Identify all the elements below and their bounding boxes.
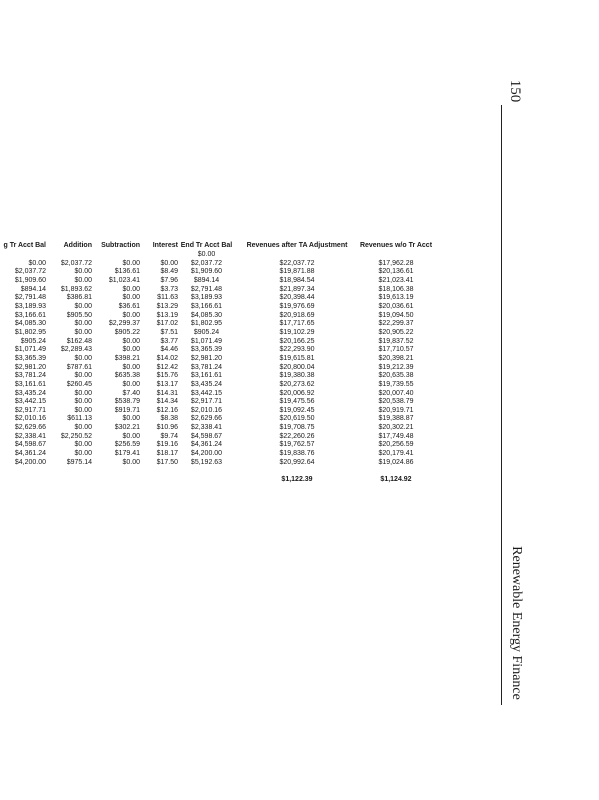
table-cell: $0.00	[74, 389, 92, 397]
table-row	[0, 459, 433, 468]
table-cell: $2,981.20	[14, 363, 46, 371]
table-cell: $20,619.50	[279, 415, 315, 423]
table-row	[0, 355, 433, 364]
table-row	[0, 294, 433, 303]
table-cell: $0.00	[122, 380, 140, 388]
table-header-row	[0, 239, 433, 251]
table-cell: $3,166.61	[14, 311, 46, 319]
table-cell: $17,749.48	[378, 432, 414, 440]
table-cell: $256.59	[114, 441, 140, 449]
table-cell: $787.61	[66, 363, 92, 371]
table-row	[0, 381, 433, 390]
table-cell: $2,289.43	[60, 346, 92, 354]
table-cell: $0.00	[122, 346, 140, 354]
table-cell: $19,615.81	[279, 354, 315, 362]
table-cell: $20,398.21	[378, 354, 414, 362]
table-cell: $905.50	[66, 311, 92, 319]
table-cell: $1,071.49	[14, 346, 46, 354]
table-cell: $894.14	[193, 276, 220, 284]
table-cell: $3,435.24	[190, 380, 223, 388]
table-cell: $14.02	[156, 354, 178, 362]
table-cell: $20,006.92	[279, 389, 315, 397]
table-cell: $2,629.66	[190, 415, 223, 423]
table-row	[0, 424, 433, 433]
table-cell: $22,299.37	[378, 320, 414, 328]
table-cell: $20,256.59	[378, 441, 414, 449]
table-cell: $0.00	[74, 276, 92, 284]
table-cell: $2,338.41	[14, 432, 46, 440]
table-cell: $7.96	[160, 276, 178, 284]
header-end-balance: End Tr Acct Bal	[180, 242, 233, 250]
table-cell: $0.00	[74, 268, 92, 276]
table-cell: $13.29	[156, 302, 178, 310]
table-cell: $4,361.24	[190, 441, 223, 449]
table-cell: $0.00	[74, 372, 92, 380]
table-row	[0, 415, 433, 424]
table-cell: $3.77	[160, 337, 178, 345]
table-cell: $10.96	[156, 424, 178, 432]
table-cell: $1,909.60	[190, 268, 223, 276]
table-cell: $136.61	[114, 268, 140, 276]
table-cell: $0.00	[122, 337, 140, 345]
header-revenues-without: Revenues w/o Tr Acct	[359, 242, 433, 250]
table-cell: $19,976.69	[279, 302, 315, 310]
table-cell: $0.00	[122, 432, 140, 440]
table-cell: $14.34	[156, 398, 178, 406]
table-cell: $19,837.52	[378, 337, 414, 345]
table-cell: $0.00	[74, 424, 92, 432]
table-cell: $3.73	[160, 285, 178, 293]
table-cell: $19.16	[156, 441, 178, 449]
table-cell: $19,739.55	[378, 380, 414, 388]
table-cell: $1,023.41	[108, 276, 140, 284]
table-cell: $21,023.41	[378, 276, 414, 284]
table-cell: $5,192.63	[190, 458, 223, 466]
table-row	[0, 364, 433, 373]
table-cell: $2,037.72	[190, 259, 223, 267]
table-row	[0, 320, 433, 329]
table-cell: $19,871.88	[279, 268, 315, 276]
table-cell: $15.76	[156, 372, 178, 380]
table-cell: $20,800.04	[279, 363, 315, 371]
table-cell: $19,613.19	[378, 294, 414, 302]
table-row	[0, 286, 433, 295]
header-subtraction: Subtraction	[101, 242, 140, 250]
table-cell: $17,710.57	[378, 346, 414, 354]
table-cell: $13.17	[156, 380, 178, 388]
table-cell: $0.00	[122, 259, 140, 267]
table-cell: $3,365.39	[14, 354, 46, 362]
table-cell: $4.46	[160, 346, 178, 354]
table-cell: $2,010.16	[190, 406, 223, 414]
table-cell: $1,071.49	[190, 337, 223, 345]
table-row	[0, 450, 433, 459]
trust-account-table	[0, 239, 433, 485]
header-begin-balance: g Tr Acct Bal	[3, 242, 46, 250]
table-row	[0, 312, 433, 321]
table-cell: $17,962.28	[378, 259, 414, 267]
table-cell: $18.17	[156, 450, 178, 458]
table-row	[0, 329, 433, 338]
table-row	[0, 303, 433, 312]
table-cell: $12.42	[156, 363, 178, 371]
table-cell: $7.51	[160, 328, 178, 336]
table-cell: $4,085.30	[14, 320, 46, 328]
table-cell: $19,762.57	[279, 441, 315, 449]
table-cell: $0.00	[74, 320, 92, 328]
table-cell: $20,179.41	[378, 450, 414, 458]
totals-row	[0, 467, 433, 485]
table-cell: $3,166.61	[190, 302, 223, 310]
table-cell: $3,365.39	[190, 346, 223, 354]
table-cell: $20,136.61	[378, 268, 414, 276]
table-cell: $1,802.95	[190, 320, 223, 328]
table-cell: $611.13	[67, 415, 92, 423]
table-cell: $4,200.00	[14, 458, 46, 466]
table-cell: $3,435.24	[14, 389, 46, 397]
table-cell: $0.00	[160, 259, 178, 267]
table-cell: $4,085.30	[190, 311, 223, 319]
table-cell: $3,189.93	[190, 294, 223, 302]
table-cell: $0.00	[122, 285, 140, 293]
table-cell: $18,984.54	[279, 276, 315, 284]
initial-row	[0, 251, 433, 260]
table-row	[0, 390, 433, 399]
table-cell: $905.24	[20, 337, 46, 345]
table-row	[0, 398, 433, 407]
initial-end-balance: $0.00	[197, 251, 216, 258]
table-row	[0, 372, 433, 381]
table-cell: $7.40	[122, 389, 140, 397]
header-revenues-after: Revenues after TA Adjustment	[246, 242, 348, 250]
table-cell: $20,036.61	[378, 302, 414, 310]
table-cell: $4,598.67	[190, 432, 223, 440]
table-cell: $11.63	[157, 294, 178, 302]
table-cell: $905.22	[114, 328, 140, 336]
table-cell: $19,388.87	[378, 415, 414, 423]
margin-rule	[501, 105, 502, 705]
table-cell: $0.00	[122, 294, 140, 302]
table-cell: $0.00	[74, 398, 92, 406]
table-cell: $894.14	[20, 285, 46, 293]
table-cell: $20,918.69	[279, 311, 315, 319]
table-cell: $0.00	[74, 406, 92, 414]
table-row	[0, 346, 433, 355]
table-cell: $0.00	[28, 259, 46, 267]
table-cell: $0.00	[74, 441, 92, 449]
table-cell: $20,007.40	[378, 389, 414, 397]
table-cell: $12.16	[156, 406, 178, 414]
table-cell: $19,380.38	[279, 372, 315, 380]
table-cell: $19,708.75	[279, 424, 315, 432]
table-cell: $2,917.71	[190, 398, 223, 406]
table-cell: $20,905.22	[378, 328, 414, 336]
table-cell: $3,189.93	[14, 302, 46, 310]
table-row	[0, 441, 433, 450]
table-cell: $538.79	[114, 398, 140, 406]
table-cell: $19,212.39	[378, 363, 414, 371]
table-cell: $2,791.48	[14, 294, 46, 302]
table-cell: $22,037.72	[279, 259, 315, 267]
table-cell: $8.38	[160, 415, 178, 423]
table-cell: $19,024.86	[378, 458, 414, 466]
table-cell: $975.14	[66, 458, 92, 466]
table-cell: $2,917.71	[14, 406, 46, 414]
table-cell: $398.21	[114, 354, 140, 362]
page-number: 150	[507, 79, 524, 103]
table-cell: $3,781.24	[14, 372, 46, 380]
total-revenues-after: $1,122.39	[281, 476, 313, 484]
table-cell: $20,273.62	[279, 380, 315, 388]
table-cell: $302.21	[114, 424, 140, 432]
table-cell: $17,717.65	[279, 320, 315, 328]
table-cell: $21,897.34	[279, 285, 315, 293]
table-cell: $0.00	[74, 328, 92, 336]
running-title: Renewable Energy Finance	[509, 546, 524, 700]
table-cell: $8.49	[160, 268, 178, 276]
table-cell: $19,092.45	[279, 406, 315, 414]
table-cell: $20,398.44	[279, 294, 315, 302]
table-cell: $386.81	[66, 294, 92, 302]
table-cell: $20,919.71	[378, 406, 414, 414]
table-cell: $22,293.90	[279, 346, 315, 354]
table-cell: $20,992.64	[279, 458, 315, 466]
table-row	[0, 407, 433, 416]
table-cell: $2,338.41	[190, 424, 223, 432]
table-cell: $4,598.67	[14, 441, 46, 449]
table-cell: $14.31	[156, 389, 178, 397]
table-cell: $179.41	[114, 450, 140, 458]
table-row	[0, 268, 433, 277]
table-cell: $13.19	[156, 311, 178, 319]
table-cell: $2,010.16	[14, 415, 46, 423]
table-cell: $4,361.24	[14, 450, 46, 458]
table-cell: $17.50	[156, 458, 178, 466]
table-cell: $2,037.72	[14, 268, 46, 276]
table-cell: $0.00	[74, 354, 92, 362]
table-cell: $17.02	[156, 320, 178, 328]
table-cell: $22,260.26	[279, 432, 315, 440]
table-cell: $2,629.66	[14, 424, 46, 432]
header-addition: Addition	[63, 242, 92, 250]
table-cell: $0.00	[122, 458, 140, 466]
table-cell: $9.74	[160, 432, 178, 440]
table-cell: $19,094.50	[378, 311, 414, 319]
table-cell: $20,538.79	[378, 398, 414, 406]
table-cell: $0.00	[122, 311, 140, 319]
table-cell: $2,299.37	[108, 320, 140, 328]
table-cell: $1,802.95	[14, 328, 46, 336]
table-cell: $20,635.38	[378, 372, 414, 380]
table-cell: $260.45	[66, 380, 92, 388]
table-cell: $3,781.24	[190, 363, 223, 371]
table-cell: $635.38	[114, 372, 140, 380]
table-cell: $3,161.61	[190, 372, 223, 380]
table-cell: $19,475.56	[279, 398, 315, 406]
table-cell: $0.00	[74, 450, 92, 458]
table-cell: $1,909.60	[14, 276, 46, 284]
table-cell: $2,791.48	[190, 285, 223, 293]
table-cell: $18,106.38	[378, 285, 414, 293]
table-row	[0, 338, 433, 347]
table-row	[0, 260, 433, 269]
table-cell: $919.71	[114, 406, 140, 414]
table-cell: $4,200.00	[190, 450, 223, 458]
table-cell: $3,161.61	[14, 380, 46, 388]
table-row	[0, 277, 433, 286]
table-row	[0, 433, 433, 442]
table-cell: $2,981.20	[190, 354, 223, 362]
header-interest: Interest	[152, 242, 178, 250]
table-cell: $1,893.62	[60, 285, 92, 293]
table-cell: $3,442.15	[190, 389, 223, 397]
table-cell: $3,442.15	[14, 398, 46, 406]
table-cell: $19,838.76	[279, 450, 315, 458]
total-revenues-without: $1,124.92	[380, 476, 412, 484]
table-cell: $905.24	[193, 328, 220, 336]
table-cell: $0.00	[74, 302, 92, 310]
table-cell: $162.48	[66, 337, 92, 345]
table-cell: $2,250.52	[60, 432, 92, 440]
table-cell: $0.00	[122, 363, 140, 371]
table-cell: $19,102.29	[279, 328, 315, 336]
table-cell: $36.61	[118, 302, 140, 310]
table-cell: $20,302.21	[378, 424, 414, 432]
table-cell: $2,037.72	[60, 259, 92, 267]
table-cell: $0.00	[122, 415, 140, 423]
table-cell: $20,166.25	[279, 337, 315, 345]
